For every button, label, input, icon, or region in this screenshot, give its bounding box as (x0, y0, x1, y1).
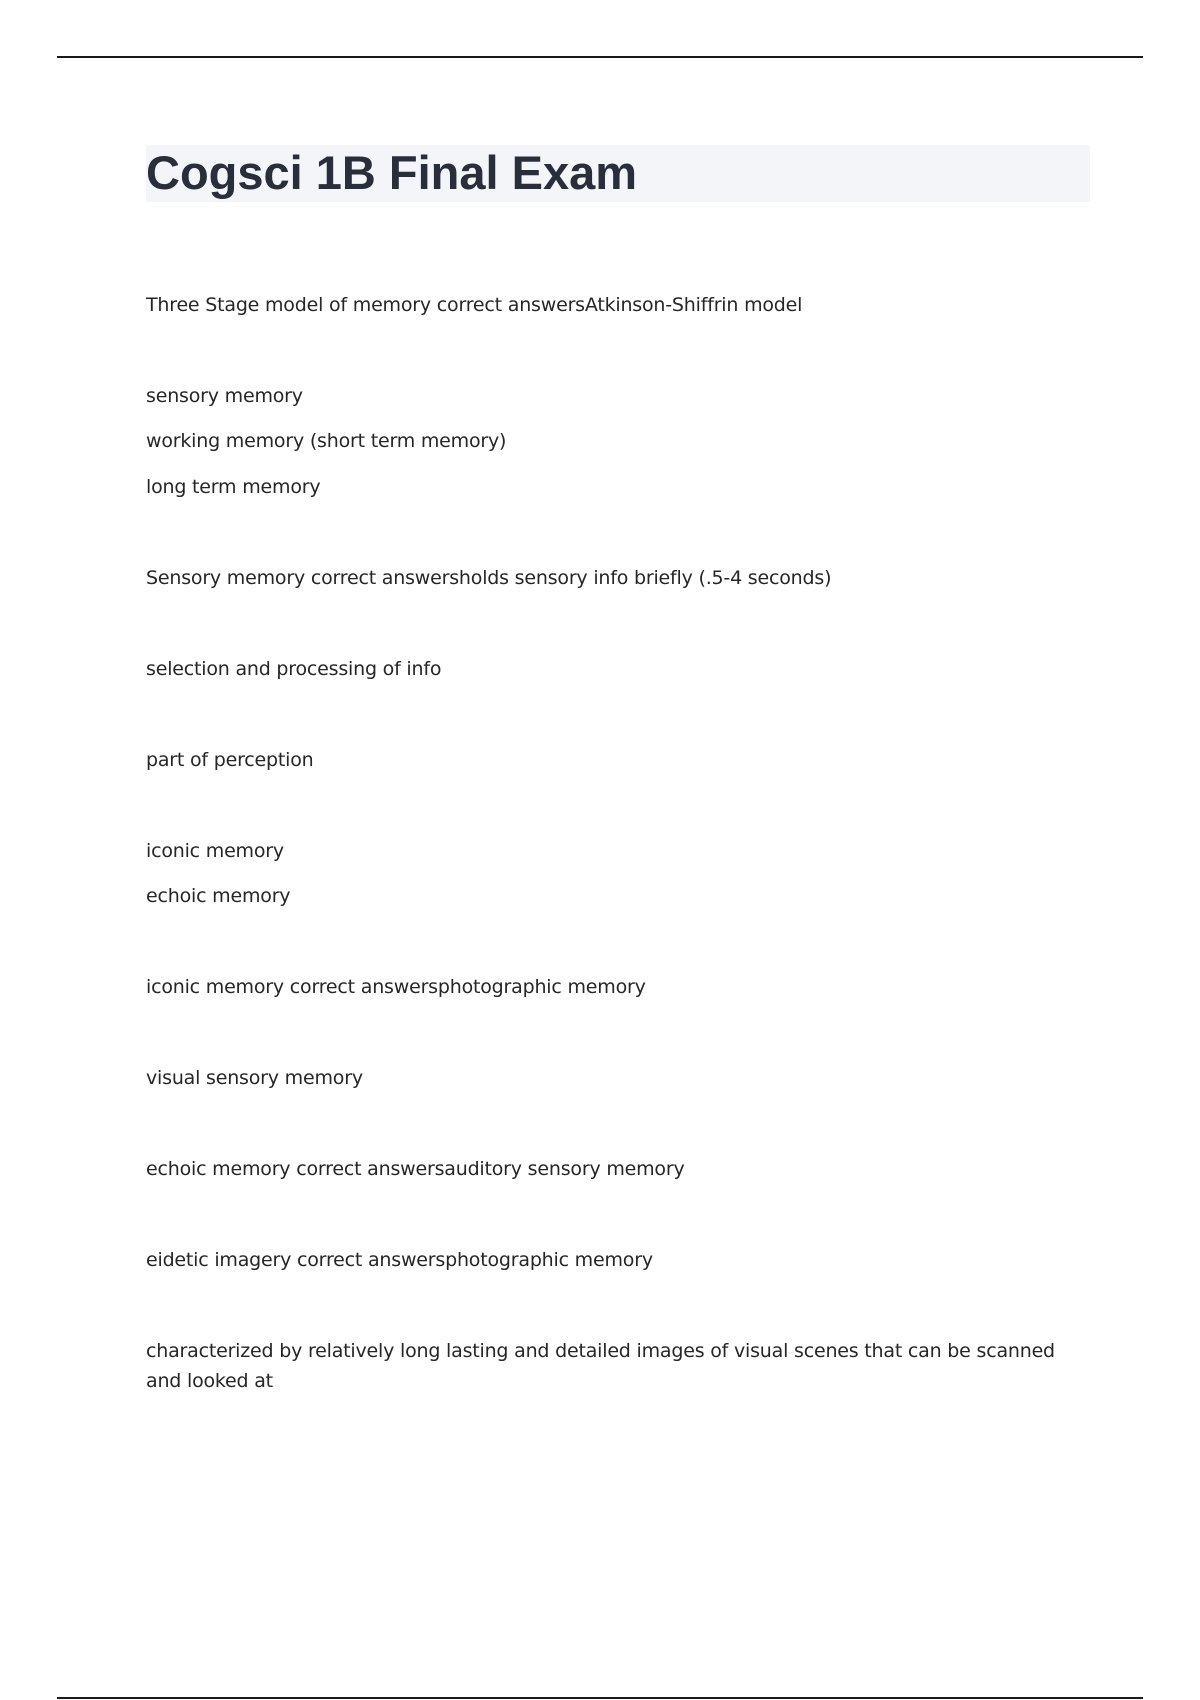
text-line: visual sensory memory (146, 1067, 363, 1089)
text-line: echoic memory (146, 885, 291, 907)
text-line: eidetic imagery correct answersphotographic memory (146, 1249, 653, 1271)
text-line: working memory (short term memory) (146, 430, 507, 452)
text-line: Three Stage model of memory correct answersAtkinson-Shiffrin model (146, 294, 803, 316)
text-line: long term memory (146, 476, 321, 498)
bottom-rule (57, 1697, 1143, 1699)
text-line: iconic memory (146, 840, 284, 862)
text-line: selection and processing of info (146, 658, 442, 680)
text-paragraph: characterized by relatively long lasting and detailed images of visual scenes that can be scanned and looked at (146, 1340, 1055, 1392)
text-line: Sensory memory correct answersholds sensory info briefly (.5-4 seconds) (146, 567, 832, 589)
text-line: part of perception (146, 749, 314, 771)
top-rule (57, 56, 1143, 58)
page-title: Cogsci 1B Final Exam (146, 146, 638, 199)
text-line: iconic memory correct answersphotographic memory (146, 976, 646, 998)
text-line: echoic memory correct answersauditory sensory memory (146, 1158, 685, 1180)
text-line: sensory memory (146, 385, 303, 407)
